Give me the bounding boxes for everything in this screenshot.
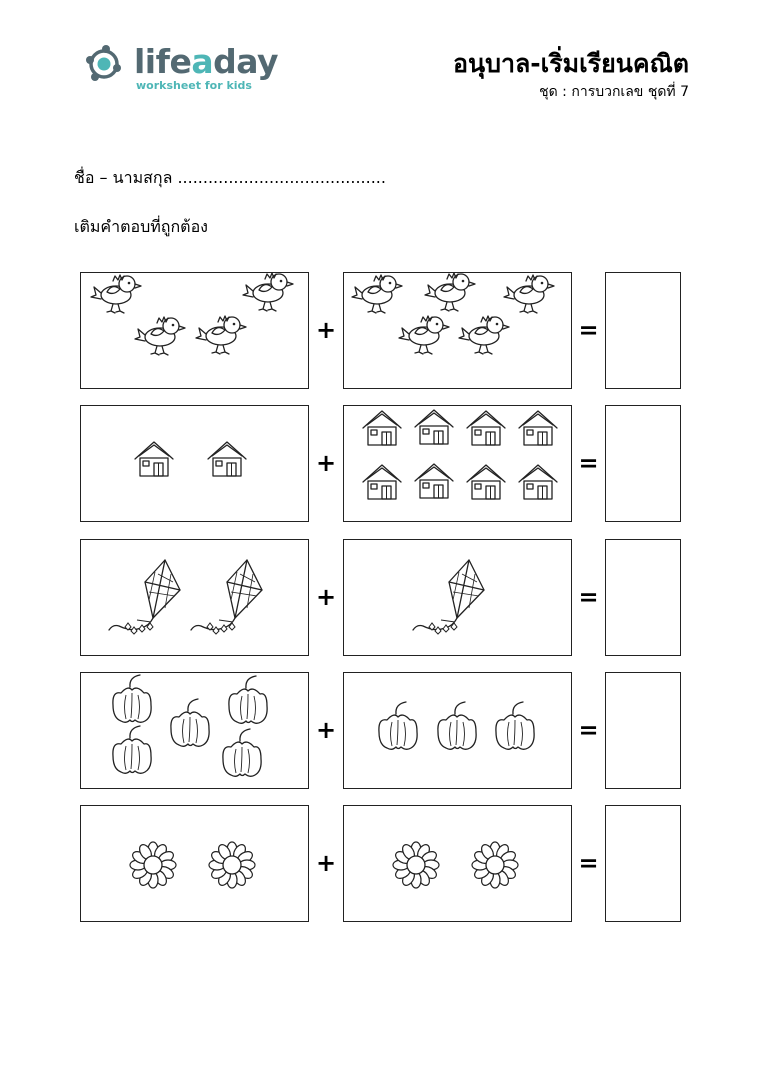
bell-pepper-icon [223, 729, 261, 776]
bird-icon [196, 316, 246, 354]
logo-wordmark: lifeaday [134, 42, 279, 81]
kite-icon [109, 560, 180, 634]
house-group [81, 406, 310, 523]
left-picture-box [80, 805, 309, 922]
right-picture-box [343, 805, 572, 922]
bell-pepper-icon [379, 702, 417, 749]
equals-sign: = [578, 449, 599, 477]
right-picture-box [343, 405, 572, 522]
bird-group [81, 273, 310, 390]
kite-group [81, 540, 310, 657]
answer-box[interactable] [605, 405, 681, 522]
plus-sign: + [315, 849, 337, 877]
bell-pepper-icon [496, 702, 534, 749]
house-icon [363, 411, 401, 445]
worksheet-title: อนุบาล-เริ่มเรียนคณิต [452, 49, 689, 78]
flower-group [344, 806, 573, 923]
house-icon [519, 465, 557, 499]
instruction-text: เติมคำตอบที่ถูกต้อง [74, 217, 208, 236]
bell-pepper-icon [113, 675, 151, 722]
bird-icon [504, 275, 554, 313]
equals-sign: = [578, 583, 599, 611]
answer-box[interactable] [605, 805, 681, 922]
bird-icon [459, 316, 509, 354]
kite-icon [191, 560, 262, 634]
answer-box[interactable] [605, 672, 681, 789]
equals-sign: = [578, 716, 599, 744]
house-icon [415, 464, 453, 498]
bell-pepper-group [81, 673, 310, 790]
equals-sign: = [578, 849, 599, 877]
house-group [344, 406, 573, 523]
left-picture-box [80, 272, 309, 389]
problem-row-3 [80, 539, 682, 656]
worksheet-subtitle: ชุด : การบวกเลข ชุดที่ 7 [539, 84, 689, 100]
flower-icon [393, 842, 439, 888]
flower-group [81, 806, 310, 923]
lifeaday-logo [82, 38, 279, 98]
plus-sign: + [315, 583, 337, 611]
bird-icon [135, 317, 185, 355]
house-icon [208, 442, 246, 476]
molecule-logo-icon [82, 40, 132, 90]
bell-pepper-icon [113, 726, 151, 773]
problem-row-2 [80, 405, 682, 522]
plus-sign: + [315, 316, 337, 344]
bell-pepper-icon [229, 676, 267, 723]
flower-icon [209, 842, 255, 888]
answer-box[interactable] [605, 539, 681, 656]
problem-row-5 [80, 805, 682, 922]
left-picture-box [80, 539, 309, 656]
answer-box[interactable] [605, 272, 681, 389]
plus-sign: + [315, 449, 337, 477]
bell-pepper-icon [438, 702, 476, 749]
bird-icon [91, 275, 141, 313]
left-picture-box [80, 405, 309, 522]
left-picture-box [80, 672, 309, 789]
logo-tagline: worksheet for kids [136, 79, 252, 92]
name-field-label: ชื่อ – นามสกุล ......................................... [74, 168, 386, 187]
house-icon [415, 410, 453, 444]
house-icon [135, 442, 173, 476]
kite-group [344, 540, 573, 657]
problem-row-4 [80, 672, 682, 789]
flower-icon [472, 842, 518, 888]
house-icon [467, 411, 505, 445]
flower-icon [130, 842, 176, 888]
bell-pepper-icon [171, 699, 209, 746]
bird-group [344, 273, 573, 390]
equals-sign: = [578, 316, 599, 344]
bird-icon [399, 316, 449, 354]
problem-row-1 [80, 272, 682, 389]
bell-pepper-group [344, 673, 573, 790]
bird-icon [243, 273, 293, 311]
right-picture-box [343, 672, 572, 789]
right-picture-box [343, 272, 572, 389]
plus-sign: + [315, 716, 337, 744]
house-icon [467, 465, 505, 499]
house-icon [363, 465, 401, 499]
house-icon [519, 411, 557, 445]
right-picture-box [343, 539, 572, 656]
kite-icon [413, 560, 484, 634]
bird-icon [425, 273, 475, 311]
bird-icon [352, 275, 402, 313]
